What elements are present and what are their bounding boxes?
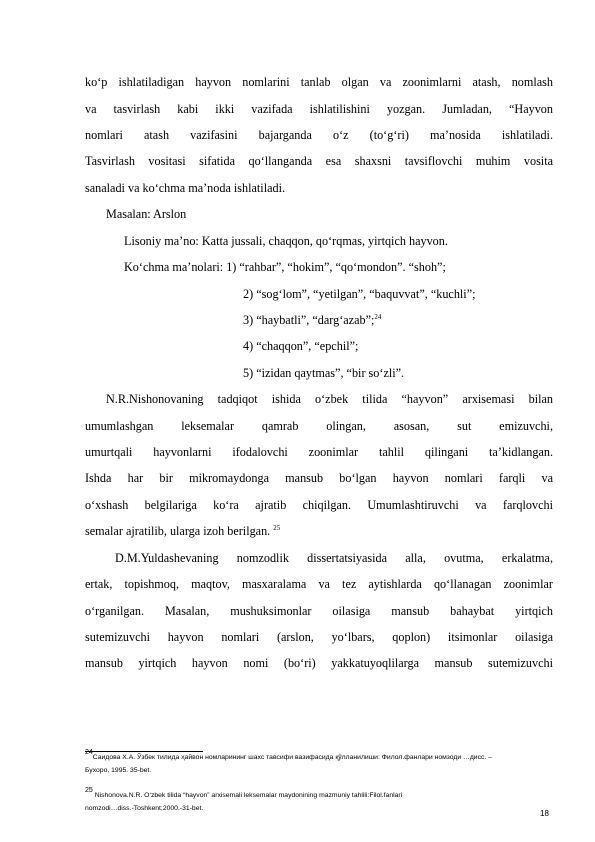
footnote-ref-24: 24 <box>374 313 382 321</box>
paragraph-line <box>85 524 280 539</box>
paragraph-line: ko‘p ishlatiladigan hayvon nomlarini tanlab olgan va zoonimlarni atash, nomlash <box>85 75 553 89</box>
paragraph-line: o‘xshash belgilariga ko‘ra ajratib chiqilgan. Umumlashtiruvchi va farqlovchi <box>85 498 553 512</box>
footnote-24-line1: Саидова Х.А. Ўзбек тилида ҳайвон номларининг шахс тавсифи вазифасида қўлланилиши: Филол.фанлари номзоди …дисс. – <box>92 754 492 761</box>
paragraph-line: sanaladi va ko‘chma ma’noda ishlatiladi. <box>85 181 286 195</box>
example-lisoniy: Lisoniy ma’no: Katta jussali, chaqqon, qo‘rqmas, yirtqich hayvon. <box>124 234 448 248</box>
paragraph-line: mansub yirtqich hayvon nomi (bo‘ri) yakkatuyoqlilarga mansub sutemizuvchi <box>85 656 553 670</box>
paragraph-line: ertak, topishmoq, maqtov, masxaralama va tez aytishlarda qo‘llanagan zoonimlar <box>85 577 553 591</box>
example-kochma-3-text: 3) “haybatli”, “darg‘azab”; <box>243 313 375 327</box>
paragraph-line: umurtqali hayvonlarni ifodalovchi zoonimlar tahlil qilingani ta’kidlangan. <box>85 445 553 459</box>
paragraph-line: Tasvirlash vositasi sifatida qo‘llanganda esa shaxsni tavsiflovchi muhim vosita <box>85 154 553 168</box>
footnote-mark-25: 25 <box>85 787 93 794</box>
paragraph-line: umumlashgan leksemalar qamrab olingan, asosan, sut emizuvchi, <box>85 419 553 433</box>
paragraph-line: o‘rganilgan. Masalan, mushuksimonlar oilasiga mansub bahaybat yirtqich <box>85 604 553 618</box>
footnote-24 <box>85 751 492 764</box>
page-number: 18 <box>540 809 549 818</box>
paragraph-line: sutemizuvchi hayvon nomlari (arslon, yo‘lbars, qoplon) itsimonlar oilasiga <box>85 630 553 644</box>
paragraph-line: D.M.Yuldashevaning nomzodlik dissertatsiyasida alla, ovutma, erkalatma, <box>115 551 553 565</box>
footnote-ref-25: 25 <box>273 524 281 532</box>
footnote-25-line1: Nishonova.N.R. O‘zbek tilida “hayvon” arxisemali leksemalar maydonining mazmuniy tahlili:Filol.fanlari <box>94 792 403 799</box>
footnote-mark-24: 24 <box>85 749 93 756</box>
paragraph-line: nomlari atash vazifasini bajarganda o‘z (to‘g‘ri) ma’nosida ishlatiladi. <box>85 128 553 142</box>
footnote-25-cont: nomzodi…diss.-Toshkent;2000.-31-bet. <box>85 805 204 812</box>
example-kochma-3 <box>243 313 381 328</box>
paragraph-line: N.R.Nishonovaning tadqiqot ishida o‘zbek tilida “hayvon” arxisemasi bilan <box>106 392 553 406</box>
footnote-24-cont: Бухоро, 1995. 35-bet. <box>85 767 152 774</box>
example-kochma-5: 5) “izidan qaytmas”, “bir so‘zli”. <box>243 366 405 380</box>
paragraph-line: va tasvirlash kabi ikki vazifada ishlatilishini yozgan. Jumladan, “Hayvon <box>85 102 553 116</box>
paragraph-line: Ishda har bir mikromaydonga mansub bo‘lgan hayvon nomlari farqli va <box>85 471 553 485</box>
example-kochma-4: 4) “chaqqon”, “epchil”; <box>243 339 359 353</box>
example-kochma-1: Ko‘chma ma’nolari: 1) “rahbar”, “hokim”, “qo‘mondon”. “shoh”; <box>124 260 446 274</box>
footnote-25 <box>85 789 402 802</box>
example-kochma-2: 2) “sog‘lom”, “yetilgan”, “baquvvat”, “kuchli”; <box>243 287 476 301</box>
paragraph-last-text: semalar ajratilib, ularga izoh berilgan. <box>85 524 271 538</box>
example-heading: Masalan: Arslon <box>106 207 187 221</box>
